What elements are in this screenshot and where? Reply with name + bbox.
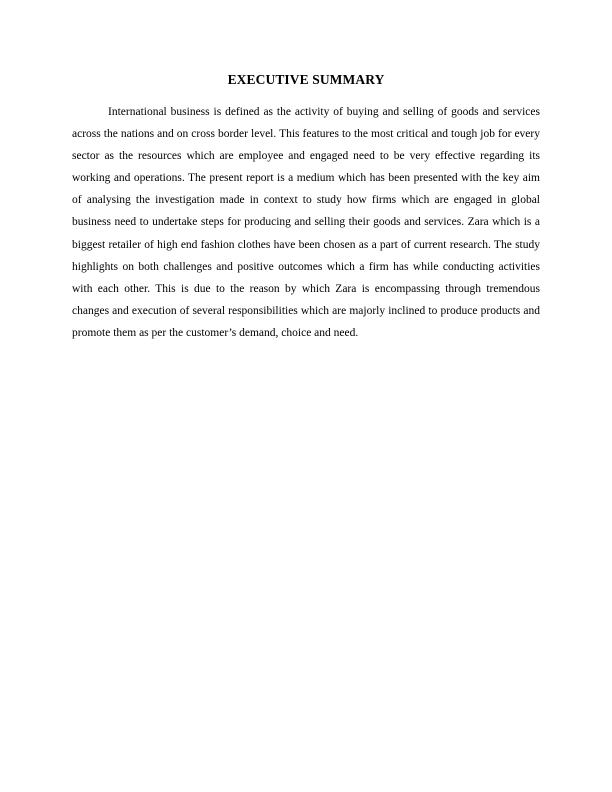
summary-paragraph: International business is defined as the activity of buying and selling of goods and services across the nations and on cross border level. This features to the most critical and tough job for every sector as the resources which are employee and engaged need to be very effective regarding its working and operations. The present report is a medium which has been presented with the key aim of analysing the investigation made in context to study how firms which are engaged in global business need to undertake steps for producing and selling their goods and services. Zara which is a biggest retailer of high end fashion clothes have been chosen as a part of current research. The study highlights on both challenges and positive outcomes which a firm has while conducting activities with each other. This is due to the reason by which Zara is encompassing through tremendous changes and execution of several responsibilities which are majorly inclined to produce products and promote them as per the customer’s demand, choice and need. [72,106,540,339]
section-title: EXECUTIVE SUMMARY [227,72,385,87]
